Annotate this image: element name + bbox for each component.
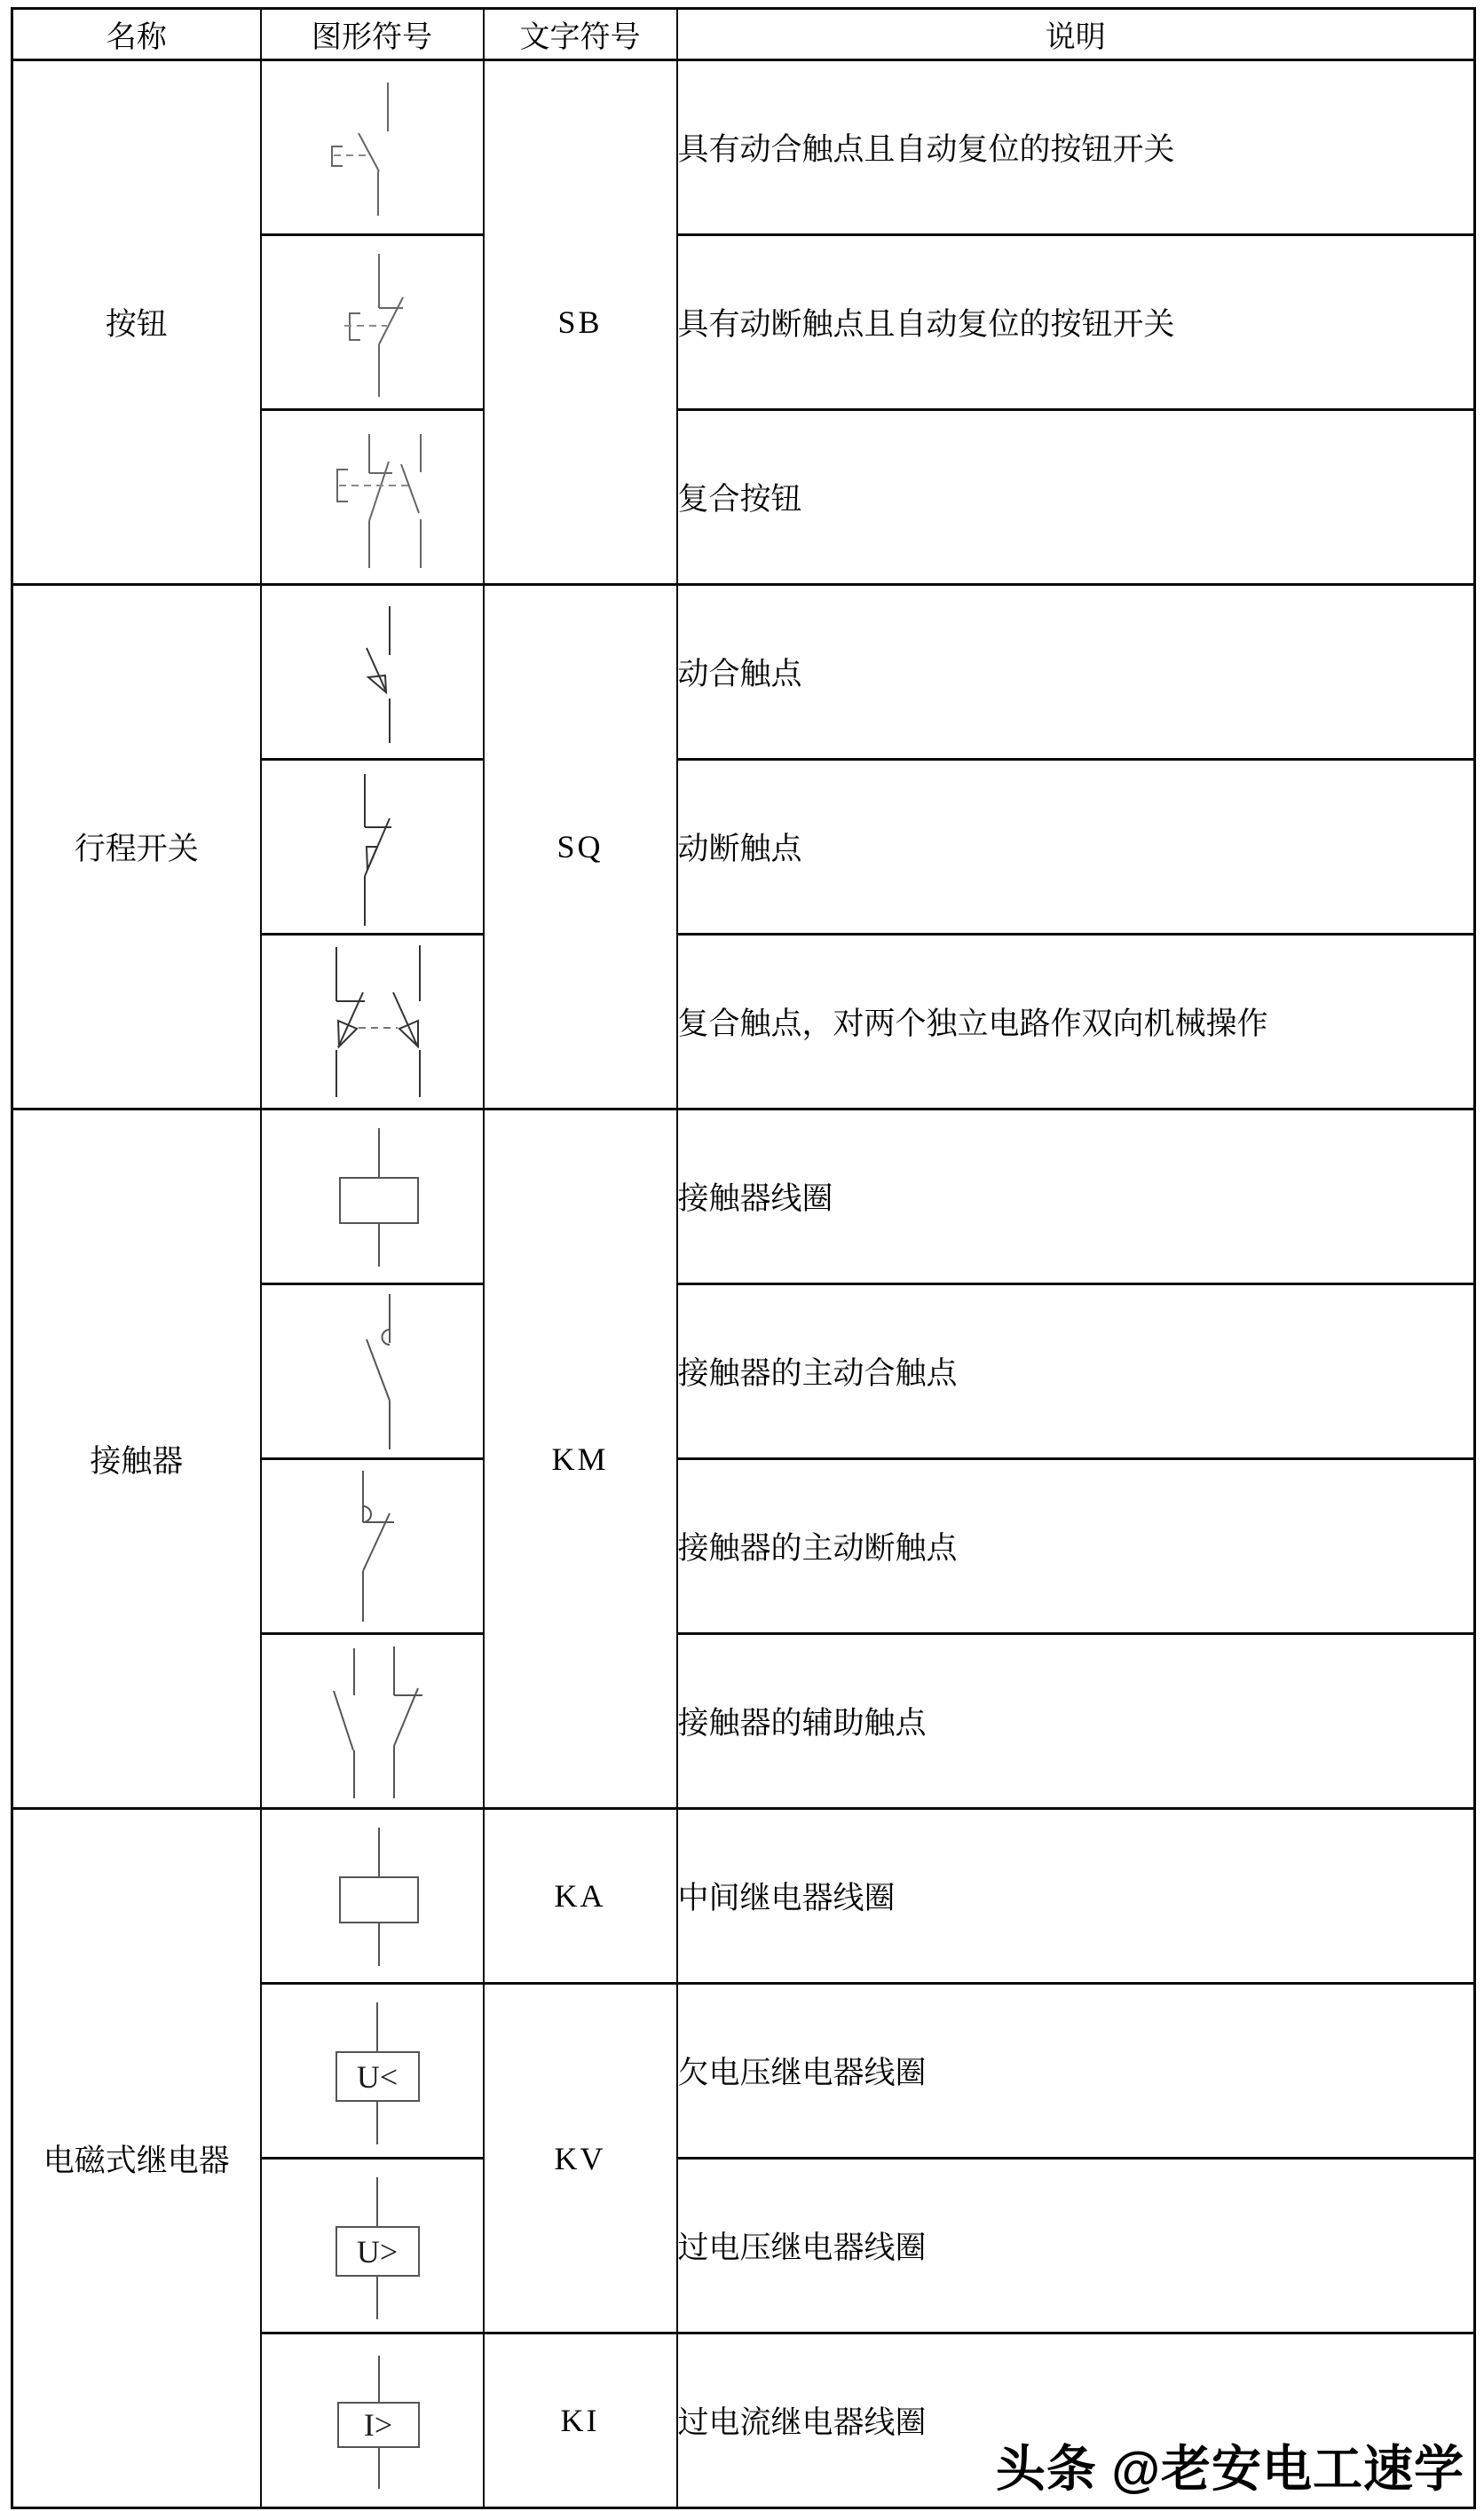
desc-cell: 接触器的主动合触点: [677, 1284, 1475, 1459]
symbol-cell: [261, 1634, 484, 1809]
pushbutton-no-symbol: [263, 63, 482, 233]
letter-cell-kv: KV: [484, 1984, 677, 2333]
limit-switch-nc-symbol: [263, 762, 482, 932]
desc-cell: 接触器的辅助触点: [677, 1634, 1475, 1809]
letter-cell-km: KM: [484, 1109, 677, 1809]
symbol-cell: [261, 410, 484, 585]
desc-cell: 接触器线圈: [677, 1109, 1475, 1284]
name-cell-travel-switch: 行程开关: [12, 585, 261, 1109]
table-row: [12, 60, 1475, 235]
name-cell-contactor: 接触器: [12, 1109, 261, 1809]
table-row: [12, 585, 1475, 760]
letter-cell-sq: SQ: [484, 585, 677, 1109]
symbol-cell: [261, 585, 484, 760]
desc-cell: 过电压继电器线圈: [677, 2159, 1475, 2333]
symbol-cell: [261, 1284, 484, 1459]
desc-cell: 具有动断触点且自动复位的按钮开关: [677, 235, 1475, 410]
desc-cell: 具有动合触点且自动复位的按钮开关: [677, 60, 1475, 235]
svg-text:I>: I>: [363, 2406, 392, 2443]
desc-cell: 中间继电器线圈: [677, 1809, 1475, 1984]
desc-cell: 欠电压继电器线圈: [677, 1984, 1475, 2159]
letter-cell-ka: KA: [484, 1809, 677, 1984]
symbol-cell: [261, 1459, 484, 1634]
name-cell-pushbutton: 按钮: [12, 60, 261, 585]
limit-switch-no-symbol: [263, 588, 482, 757]
symbol-cell: [261, 2159, 484, 2333]
svg-text:U>: U>: [356, 2233, 398, 2270]
contactor-coil-symbol: [263, 1112, 482, 1282]
name-cell-electromagnetic-relay: 电磁式继电器: [12, 1809, 261, 2508]
undervoltage-relay-coil-symbol: [263, 1986, 482, 2156]
symbol-cell: [261, 60, 484, 235]
desc-cell: 过电流继电器线圈: [677, 2333, 1475, 2508]
limit-switch-compound-symbol: [263, 937, 482, 1107]
watermark: 头条 @老安电工速学: [995, 2441, 1464, 2497]
letter-cell-sb: SB: [484, 60, 677, 585]
desc-cell: 动合触点: [677, 585, 1475, 760]
overcurrent-relay-coil-symbol: [263, 2336, 482, 2506]
symbol-cell: [261, 235, 484, 410]
overvoltage-relay-coil-symbol: [263, 2161, 482, 2331]
header-cell-graphic-symbol: 图形符号: [261, 9, 484, 60]
pushbutton-compound-symbol: [263, 413, 482, 582]
contactor-main-no-symbol: [263, 1287, 482, 1457]
symbol-cell: [261, 1984, 484, 2159]
symbol-cell: [261, 935, 484, 1109]
contactor-aux-contacts-symbol: [263, 1637, 482, 1806]
desc-cell: 动断触点: [677, 760, 1475, 935]
desc-cell: 复合触点，对两个独立电路作双向机械操作: [677, 935, 1475, 1109]
header-cell-letter-symbol: 文字符号: [484, 9, 677, 60]
table-row: [12, 1809, 1475, 1984]
symbol-cell: [261, 760, 484, 935]
symbol-cell: [261, 1109, 484, 1284]
letter-cell-ki: KI: [484, 2333, 677, 2508]
desc-cell: 复合按钮: [677, 410, 1475, 585]
desc-cell: 接触器的主动断触点: [677, 1459, 1475, 1634]
contactor-main-nc-symbol: [263, 1462, 482, 1631]
symbol-reference-table: [11, 7, 1476, 2509]
header-cell-description: 说明: [677, 9, 1475, 60]
symbol-cell: [261, 2333, 484, 2508]
symbol-cell: [261, 1809, 484, 1984]
pushbutton-nc-symbol: [263, 238, 482, 407]
relay-coil-symbol: [263, 1812, 482, 1981]
svg-text:U<: U<: [356, 2058, 398, 2095]
table-row: [12, 1109, 1475, 1284]
header-cell-name: 名称: [12, 9, 261, 60]
header-row: [12, 9, 1475, 60]
